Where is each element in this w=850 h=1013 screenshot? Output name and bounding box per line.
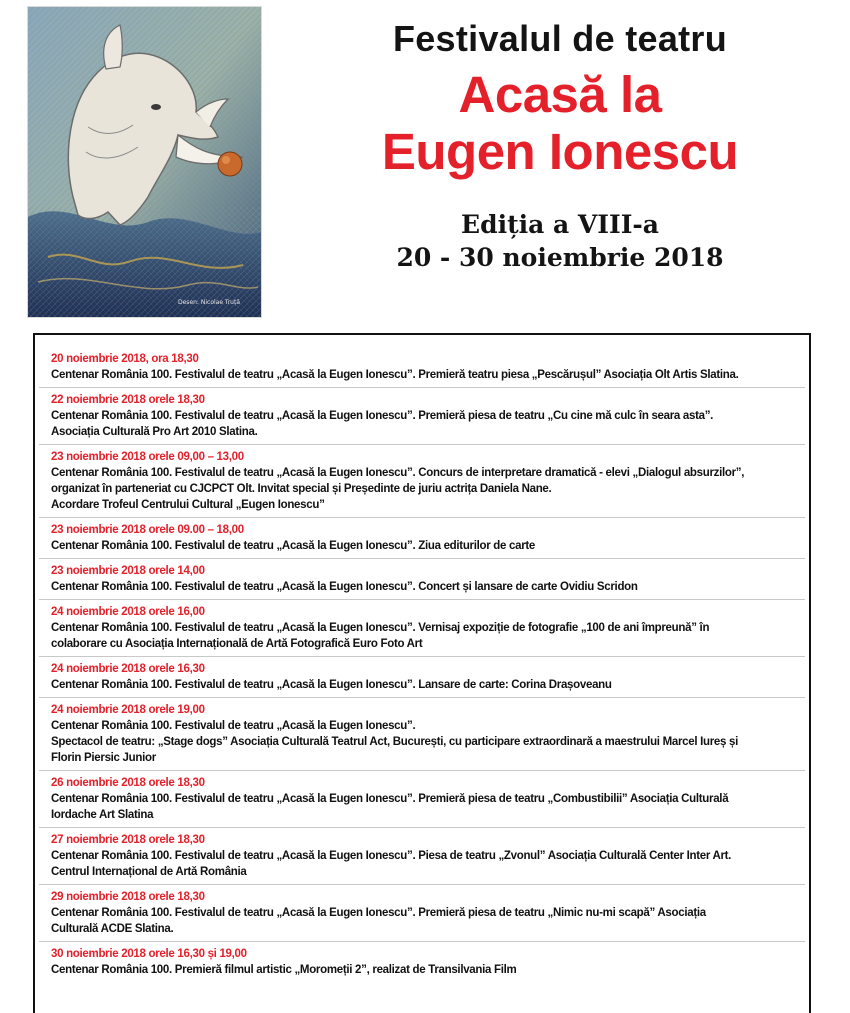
festival-dates: 20 - 30 noiembrie 2018 (396, 243, 724, 272)
title-block (290, 18, 830, 272)
schedule-entry-date: 23 noiembrie 2018 orele 09.00 – 18,00 (51, 524, 244, 536)
schedule-entry-date: 24 noiembrie 2018 orele 16,00 (51, 606, 205, 618)
edition-label: Ediția a VIII-a (461, 210, 659, 239)
schedule-list (35, 350, 809, 985)
schedule-entry (39, 945, 805, 982)
schedule-entry (39, 660, 805, 698)
schedule-entry-date: 23 noiembrie 2018 orele 09,00 – 13,00 (51, 451, 244, 463)
schedule-entry-date: 20 noiembrie 2018, ora 18,30 (51, 353, 199, 365)
main-title-line-2: Eugen Ionescu (381, 123, 739, 180)
schedule-entry (39, 603, 805, 657)
schedule-entry-date: 26 noiembrie 2018 orele 18,30 (51, 777, 205, 789)
schedule-entry-description: Centenar România 100. Premieră filmul artistic „Moromeții 2”, realizat de Transilvania Film (51, 964, 517, 976)
schedule-entry (39, 888, 805, 942)
schedule-entry-date: 23 noiembrie 2018 orele 14,00 (51, 565, 205, 577)
schedule-entry-description: Centenar România 100. Festivalul de teatru „Acasă la Eugen Ionescu”. Concert și lansare de carte Ovidiu Scridon (51, 581, 638, 593)
schedule-entry (39, 521, 805, 559)
schedule-entry-description: Centenar România 100. Festivalul de teatru „Acasă la Eugen Ionescu”. Premieră teatru piesa „Pescărușul” Asociația Olt Artis Slatina. (51, 369, 739, 381)
schedule-entry-description: Centenar România 100. Festivalul de teatru „Acasă la Eugen Ionescu”. Piesa de teatru „Zvonul” Asociația Culturală Center Inter Art. Centrul Internațional de Artă România (51, 850, 732, 878)
schedule-entry (39, 448, 805, 518)
schedule-entry-description: Centenar România 100. Festivalul de teatru „Acasă la Eugen Ionescu”. Premieră piesa de teatru „Cu cine mă culc în seara asta”. Asociația Culturală Pro Art 2010 Slatina. (51, 410, 714, 438)
schedule-entry-description: Centenar România 100. Festivalul de teatru „Acasă la Eugen Ionescu”. Lansare de carte: Corina Drașoveanu (51, 679, 612, 691)
schedule-box (33, 333, 811, 1013)
schedule-entry-date: 29 noiembrie 2018 orele 18,30 (51, 891, 205, 903)
schedule-entry (39, 391, 805, 445)
schedule-entry (39, 774, 805, 828)
schedule-entry-description: Centenar România 100. Festivalul de teatru „Acasă la Eugen Ionescu”. Spectacol de teatru: „Stage dogs” Asociația Culturală Teatrul Act, București, cu participare extraordinară a maestrului Marcel Iureș și Florin Piersic Junior (51, 720, 738, 764)
schedule-entry-description: Centenar România 100. Festivalul de teatru „Acasă la Eugen Ionescu”. Concurs de interpretare dramatică - elevi „Dialogul absurzilor”, organizat în parteneriat cu CJCPCT Olt. Invitat special și Președinte de juriu actrița Daniela Nane. Acordare Trofeul Centrului Cultural „Eugen Ionescu” (51, 467, 745, 511)
schedule-entry-description: Centenar România 100. Festivalul de teatru „Acasă la Eugen Ionescu”. Premieră piesa de teatru „Combustibilii” Asociația Culturală Iordache Art Slatina (51, 793, 729, 821)
schedule-entry-description: Centenar România 100. Festivalul de teatru „Acasă la Eugen Ionescu”. Vernisaj expoziție de fotografie „100 de ani împreună” în colaborare cu Asociația Internațională de Artă Fotografică Euro Foto Art (51, 622, 710, 650)
main-title (290, 66, 830, 180)
festival-label: Festivalul de teatru (392, 18, 728, 59)
schedule-entry-date: 24 noiembrie 2018 orele 16,30 (51, 663, 205, 675)
schedule-entry-date: 24 noiembrie 2018 orele 19,00 (51, 704, 205, 716)
schedule-entry (39, 831, 805, 885)
main-title-line-1: Acasă la (458, 66, 662, 123)
festival-poster-image (27, 6, 262, 318)
schedule-entry (39, 701, 805, 771)
schedule-entry-date: 27 noiembrie 2018 orele 18,30 (51, 834, 205, 846)
schedule-entry-date: 22 noiembrie 2018 orele 18,30 (51, 394, 205, 406)
schedule-entry (39, 562, 805, 600)
schedule-entry-date: 30 noiembrie 2018 orele 16,30 și 19,00 (51, 948, 247, 960)
schedule-entry-description: Centenar România 100. Festivalul de teatru „Acasă la Eugen Ionescu”. Premieră piesa de teatru „Nimic nu-mi scapă” Asociația Culturală ACDE Slatina. (51, 907, 706, 935)
rhinoceros-illustration (28, 7, 261, 317)
poster-caption: Desen: Nicolae Truță (178, 299, 241, 306)
schedule-entry-description: Centenar România 100. Festivalul de teatru „Acasă la Eugen Ionescu”. Ziua editurilor de carte (51, 540, 536, 552)
schedule-entry (39, 350, 805, 388)
